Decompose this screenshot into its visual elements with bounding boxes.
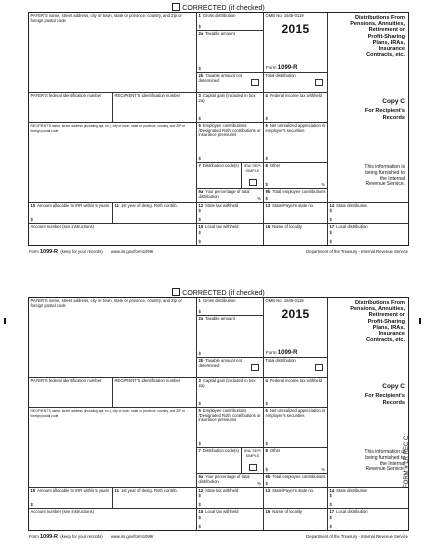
box14-number: 14	[329, 203, 335, 208]
box3-dollar: $	[198, 115, 202, 121]
box5-dollar: $	[198, 440, 202, 446]
form-title-line: Profit-Sharing	[367, 33, 405, 40]
payer-name-field[interactable]	[29, 13, 197, 93]
recipient-name-field[interactable]	[29, 408, 197, 488]
payer-tin-field[interactable]	[29, 93, 113, 123]
box9b-dollar: $	[265, 195, 269, 201]
box9a-label: Your percentage of total distribution	[198, 474, 250, 484]
box17-number: 17	[329, 224, 335, 229]
box17-field[interactable]	[328, 509, 408, 530]
footer-department: Department of the Treasury - Internal Revenue Service	[306, 249, 408, 254]
box1-dollar: $	[198, 23, 202, 29]
box16-number: 16	[265, 509, 271, 514]
box9b-label: Total employee contributions	[272, 189, 326, 194]
box2b-left[interactable]	[197, 73, 264, 93]
box3-number: 3	[198, 93, 201, 98]
info-block	[328, 448, 408, 488]
payer-tin-field[interactable]	[29, 378, 113, 408]
copy-line: For Recipient's	[364, 393, 405, 399]
box12-field[interactable]	[197, 203, 264, 224]
box1-label: Gross distribution	[202, 13, 236, 18]
box8-dollar: $	[265, 466, 269, 472]
box17-dollar-a: $	[329, 515, 333, 521]
footer-department: Department of the Treasury - Internal Revenue Service	[306, 534, 408, 539]
recipient-tin-field[interactable]	[113, 378, 197, 408]
account-number-field[interactable]	[29, 509, 197, 530]
ira-sep-simple-label: IRA/ SEP/ SIMPLE	[243, 164, 262, 173]
box3-dollar: $	[198, 400, 202, 406]
copy-block	[328, 378, 408, 448]
omb-year-block	[264, 13, 328, 73]
box9b-field[interactable]	[264, 189, 328, 203]
box8-field[interactable]	[264, 448, 328, 474]
box8-number: 8	[265, 448, 268, 453]
box17-dollar-b: $	[329, 523, 333, 529]
box16-label: Name of locality	[272, 224, 302, 229]
box12-label: State tax withheld	[205, 203, 239, 208]
box11-label: 1st year of desig. Roth contrib.	[120, 203, 178, 208]
box6-number: 6	[265, 123, 268, 128]
form-footer	[28, 248, 409, 256]
box17-dollar-b: $	[329, 238, 333, 244]
registration-mark-left	[4, 318, 6, 324]
box6-field[interactable]	[264, 123, 328, 163]
box12-label: State tax withheld	[205, 488, 239, 493]
box1-dollar: $	[198, 308, 202, 314]
form-title-line: Pensions, Annuities,	[350, 306, 405, 313]
box10-label: Amount allocable to IRR within 5 years	[37, 203, 110, 208]
box13-label: State/Payer's state no.	[272, 203, 315, 208]
info-line: the Internal	[379, 460, 405, 467]
copy-line: For Recipient's	[364, 108, 405, 114]
box12-dollar-a: $	[198, 208, 202, 214]
box2b-a-label: Taxable amount not determined	[198, 73, 242, 83]
form-title-line: Plans, IRAs,	[372, 324, 405, 331]
box2b-left[interactable]	[197, 358, 264, 378]
box16-label: Name of locality	[272, 509, 302, 514]
box9b-field[interactable]	[264, 474, 328, 488]
omb-number: OMB No. 1545-0119	[265, 298, 304, 303]
box14-dollar-a: $	[329, 208, 333, 214]
box12-number: 12	[198, 488, 204, 493]
box2a-label: Taxable amount	[205, 316, 235, 321]
payer-name-field[interactable]	[29, 298, 197, 378]
footer-left	[29, 533, 153, 541]
box15-dollar-b: $	[198, 238, 202, 244]
box2a-dollar: $	[198, 350, 202, 356]
box8-percent: %	[321, 181, 325, 187]
box6-label: Net unrealized appreciation in employer's securities	[265, 408, 326, 418]
info-text	[364, 165, 405, 188]
side-form-label: FORM # LR REC C	[404, 435, 410, 488]
copy-label	[365, 98, 405, 122]
box15-number: 15	[198, 224, 204, 229]
box10-dollar: $	[30, 216, 34, 222]
box7-label: Distribution code(s)	[202, 163, 239, 168]
box2b-number: 2b	[198, 358, 204, 363]
box9b-number: 9b	[265, 474, 271, 479]
form-title-block	[328, 298, 408, 378]
box9b-dollar: $	[265, 480, 269, 486]
recipient-name-field[interactable]	[29, 123, 197, 203]
form-title-line: Distributions From	[354, 15, 405, 21]
box11-label: 1st year of desig. Roth contrib.	[120, 488, 178, 493]
form-name	[266, 351, 297, 356]
omb-number: OMB No. 1545-0119	[265, 13, 304, 18]
box3-label: Capital gain (included in box 2a)	[198, 378, 256, 388]
box8-label: Other	[269, 448, 281, 453]
box17-dollar-a: $	[329, 230, 333, 236]
form-label: Form	[266, 350, 277, 356]
footer-form-label: Form	[29, 249, 39, 254]
recipient-tin-label: RECIPIENT'S identification number	[114, 93, 181, 98]
box11-number: 11	[114, 488, 119, 493]
box15-label: Local tax withheld	[205, 509, 239, 514]
footer-url[interactable]: www.irs.gov/form1099r	[110, 534, 154, 539]
info-line: This information is	[364, 449, 405, 455]
box13-field[interactable]	[264, 488, 328, 509]
copy-line: Records	[382, 115, 405, 121]
payer-tin-label: PAYER'S federal identification number	[30, 93, 102, 98]
box9a-number: 9a	[198, 189, 204, 194]
box14-label: State distribution	[336, 203, 368, 208]
form-title-line: Pensions, Annuities,	[350, 21, 405, 28]
box16-field[interactable]	[264, 509, 328, 530]
box6-label: Net unrealized appreciation in employer's securities	[265, 123, 326, 133]
corrected-line	[28, 3, 409, 12]
box4-dollar: $	[265, 400, 269, 406]
box5-dollar: $	[198, 155, 202, 161]
box2b-a-checkbox[interactable]	[251, 79, 259, 86]
box10-dollar: $	[30, 501, 34, 507]
form-title-line: Retirement or	[368, 27, 405, 34]
ira-sep-simple-field[interactable]	[242, 163, 264, 189]
box1-label: Gross distribution	[202, 298, 236, 303]
corrected-label: CORRECTED (if checked)	[182, 5, 265, 12]
box2b-b-label: Total distribution	[265, 358, 296, 363]
omb-year-block	[264, 298, 328, 358]
box2a-dollar: $	[198, 65, 202, 71]
box7-field[interactable]	[197, 448, 242, 474]
ira-checkbox[interactable]	[249, 464, 257, 471]
box2b-b-checkbox[interactable]	[315, 364, 323, 371]
box2a-field[interactable]	[197, 316, 264, 358]
copy-label	[365, 383, 405, 407]
box12-number: 12	[198, 203, 204, 208]
box15-field[interactable]	[197, 224, 264, 245]
form-title-line: Contracts, etc.	[366, 337, 405, 344]
box8-field[interactable]	[264, 163, 328, 189]
recipient-tin-label: RECIPIENT'S identification number	[114, 378, 181, 383]
info-line: being furnished to	[365, 454, 405, 461]
box8-number: 8	[265, 163, 268, 168]
form-title-line: Profit-Sharing	[367, 318, 405, 325]
box6-field[interactable]	[264, 408, 328, 448]
box2b-a-label: Taxable amount not determined	[198, 358, 242, 368]
box3-field[interactable]	[197, 93, 264, 123]
box2a-field[interactable]	[197, 31, 264, 73]
box13-number: 13	[265, 488, 271, 493]
info-line: the Internal	[379, 175, 405, 182]
tax-year: 2015	[281, 22, 310, 36]
box6-dollar: $	[265, 155, 269, 161]
box10-field[interactable]	[29, 488, 113, 509]
box12-field[interactable]	[197, 488, 264, 509]
box2b-b-checkbox[interactable]	[315, 79, 323, 86]
corrected-checkbox[interactable]	[172, 3, 180, 11]
box17-number: 17	[329, 509, 335, 514]
box8-dollar: $	[265, 181, 269, 187]
box10-number: 10	[30, 203, 36, 208]
box15-field[interactable]	[197, 509, 264, 530]
box4-field[interactable]	[264, 378, 328, 408]
box15-dollar-a: $	[198, 515, 202, 521]
box6-number: 6	[265, 408, 268, 413]
box17-label: Local distribution	[336, 509, 368, 514]
ira-sep-simple-field[interactable]	[242, 448, 264, 474]
box4-dollar: $	[265, 115, 269, 121]
info-line: Revenue Service.	[365, 181, 405, 188]
box13-label: State/Payer's state no.	[272, 488, 315, 493]
box7-field[interactable]	[197, 163, 242, 189]
corrected-label: CORRECTED (if checked)	[182, 290, 265, 297]
payer-name-label: PAYER'S name, street address, city or town, state or province, country, and Zip or foreign postal code	[30, 298, 182, 308]
box6-dollar: $	[265, 440, 269, 446]
box14-label: State distribution	[336, 488, 368, 493]
box4-label: Federal income tax withheld	[269, 93, 322, 98]
box9a-field[interactable]	[197, 474, 264, 488]
box2b-right[interactable]	[264, 73, 328, 93]
box1-number: 1	[198, 298, 201, 303]
registration-mark-right	[419, 318, 421, 324]
box14-dollar-b: $	[329, 216, 333, 222]
box4-label: Federal income tax withheld	[269, 378, 322, 383]
box10-number: 10	[30, 488, 36, 493]
info-text	[364, 450, 405, 473]
form-title-line: Insurance	[378, 46, 405, 53]
box9a-percent: %	[257, 480, 261, 486]
form-title-line: Contracts, etc.	[366, 52, 405, 59]
box5-field[interactable]	[197, 123, 264, 163]
copy-line: Records	[382, 400, 405, 406]
footer-form-number: 1099-R	[39, 249, 58, 255]
box14-number: 14	[329, 488, 335, 493]
box1-field[interactable]	[197, 298, 264, 316]
form-number: 1099-R	[277, 350, 298, 357]
form-title-line: Distributions From	[354, 300, 405, 306]
box9a-label: Your percentage of total distribution	[198, 189, 250, 199]
box2b-b-label: Total distribution	[265, 73, 296, 78]
box7-number: 7	[198, 163, 201, 168]
form-number: 1099-R	[277, 65, 298, 72]
footer-url[interactable]: www.irs.gov/form1099r	[110, 249, 154, 254]
account-number-label: Account number (see instructions)	[30, 224, 95, 229]
box14-dollar-b: $	[329, 501, 333, 507]
form-title-line: Insurance	[378, 331, 405, 338]
footer-left	[29, 248, 153, 256]
box13-number: 13	[265, 203, 271, 208]
box4-number: 4	[265, 93, 268, 98]
account-number-field[interactable]	[29, 224, 197, 245]
box15-label: Local tax withheld	[205, 224, 239, 229]
box5-label: Employee contributions /Designated Roth contributions or insurance premiums	[198, 408, 261, 423]
box15-dollar-b: $	[198, 523, 202, 529]
form-grid	[28, 12, 409, 246]
box10-label: Amount allocable to IRR within 5 years	[37, 488, 110, 493]
box10-field[interactable]	[29, 203, 113, 224]
box5-label: Employee contributions /Designated Roth contributions or insurance premiums	[198, 123, 261, 138]
recipient-name-label: RECIPIENT'S name, street address (including apt. no.), city or town, state or province, country, and ZIP or foreign postal code	[30, 409, 186, 418]
box17-field[interactable]	[328, 224, 408, 245]
copy-line: Copy C	[382, 98, 405, 105]
form-label: Form	[266, 65, 277, 71]
box1-number: 1	[198, 13, 201, 18]
box15-dollar-a: $	[198, 230, 202, 236]
box12-dollar-b: $	[198, 216, 202, 222]
box4-number: 4	[265, 378, 268, 383]
info-line: being furnished to	[365, 169, 405, 176]
box2a-label: Taxable amount	[205, 31, 235, 36]
box9a-percent: %	[257, 195, 261, 201]
box4-field[interactable]	[264, 93, 328, 123]
box11-field[interactable]	[113, 488, 197, 509]
box3-label: Capital gain (included in box 2a)	[198, 93, 256, 103]
box11-number: 11	[114, 203, 119, 208]
ira-sep-simple-label: IRA/ SEP/ SIMPLE	[243, 449, 262, 458]
info-line: Revenue Service.	[365, 466, 405, 473]
footer-keep: (keep for your records)	[60, 249, 103, 254]
box7-number: 7	[198, 448, 201, 453]
footer-form-label: Form	[29, 534, 39, 539]
box2b-a-checkbox[interactable]	[251, 364, 259, 371]
info-line: This information is	[364, 164, 405, 170]
box9b-label: Total employee contributions	[272, 474, 326, 479]
form-title	[350, 15, 405, 58]
corrected-line	[28, 288, 409, 297]
footer-keep: (keep for your records)	[60, 534, 103, 539]
box8-label: Other	[269, 163, 281, 168]
box12-dollar-a: $	[198, 493, 202, 499]
box9a-field[interactable]	[197, 189, 264, 203]
box15-number: 15	[198, 509, 204, 514]
box16-number: 16	[265, 224, 271, 229]
copy-line: Copy C	[382, 383, 405, 390]
box2b-number: 2b	[198, 73, 204, 78]
box3-number: 3	[198, 378, 201, 383]
box5-number: 5	[198, 408, 201, 413]
corrected-checkbox[interactable]	[172, 288, 180, 296]
form-title-line: Retirement or	[368, 312, 405, 319]
box14-dollar-a: $	[329, 493, 333, 499]
ira-checkbox[interactable]	[249, 179, 257, 186]
box9b-number: 9b	[265, 189, 271, 194]
box5-number: 5	[198, 123, 201, 128]
box12-dollar-b: $	[198, 501, 202, 507]
form-title-line: Plans, IRAs,	[372, 39, 405, 46]
form-name	[266, 66, 297, 71]
box9a-number: 9a	[198, 474, 204, 479]
box2a-number: 2a	[198, 31, 204, 36]
account-number-label: Account number (see instructions)	[30, 509, 95, 514]
box17-label: Local distribution	[336, 224, 368, 229]
box8-percent: %	[321, 466, 325, 472]
footer-form-number: 1099-R	[39, 534, 58, 540]
box2a-number: 2a	[198, 316, 204, 321]
box5-field[interactable]	[197, 408, 264, 448]
box14-field[interactable]	[328, 488, 408, 509]
form-footer	[28, 533, 409, 541]
form-grid	[28, 297, 409, 531]
payer-name-label: PAYER'S name, street address, city or town, state or province, country, and Zip or foreign postal code	[30, 13, 182, 23]
box1-field[interactable]	[197, 13, 264, 31]
box3-field[interactable]	[197, 378, 264, 408]
copy-block	[328, 93, 408, 163]
recipient-name-label: RECIPIENT'S name, street address (including apt. no.), city or town, state or province, country, and ZIP or foreign postal code	[30, 124, 186, 133]
form-title-block	[328, 13, 408, 93]
info-block	[328, 163, 408, 203]
form-title	[350, 300, 405, 343]
box13-field[interactable]	[264, 203, 328, 224]
tax-year: 2015	[281, 307, 310, 321]
box16-field[interactable]	[264, 224, 328, 245]
box2b-right[interactable]	[264, 358, 328, 378]
recipient-tin-field[interactable]	[113, 93, 197, 123]
payer-tin-label: PAYER'S federal identification number	[30, 378, 102, 383]
box14-field[interactable]	[328, 203, 408, 224]
box7-label: Distribution code(s)	[202, 448, 239, 453]
box11-field[interactable]	[113, 203, 197, 224]
